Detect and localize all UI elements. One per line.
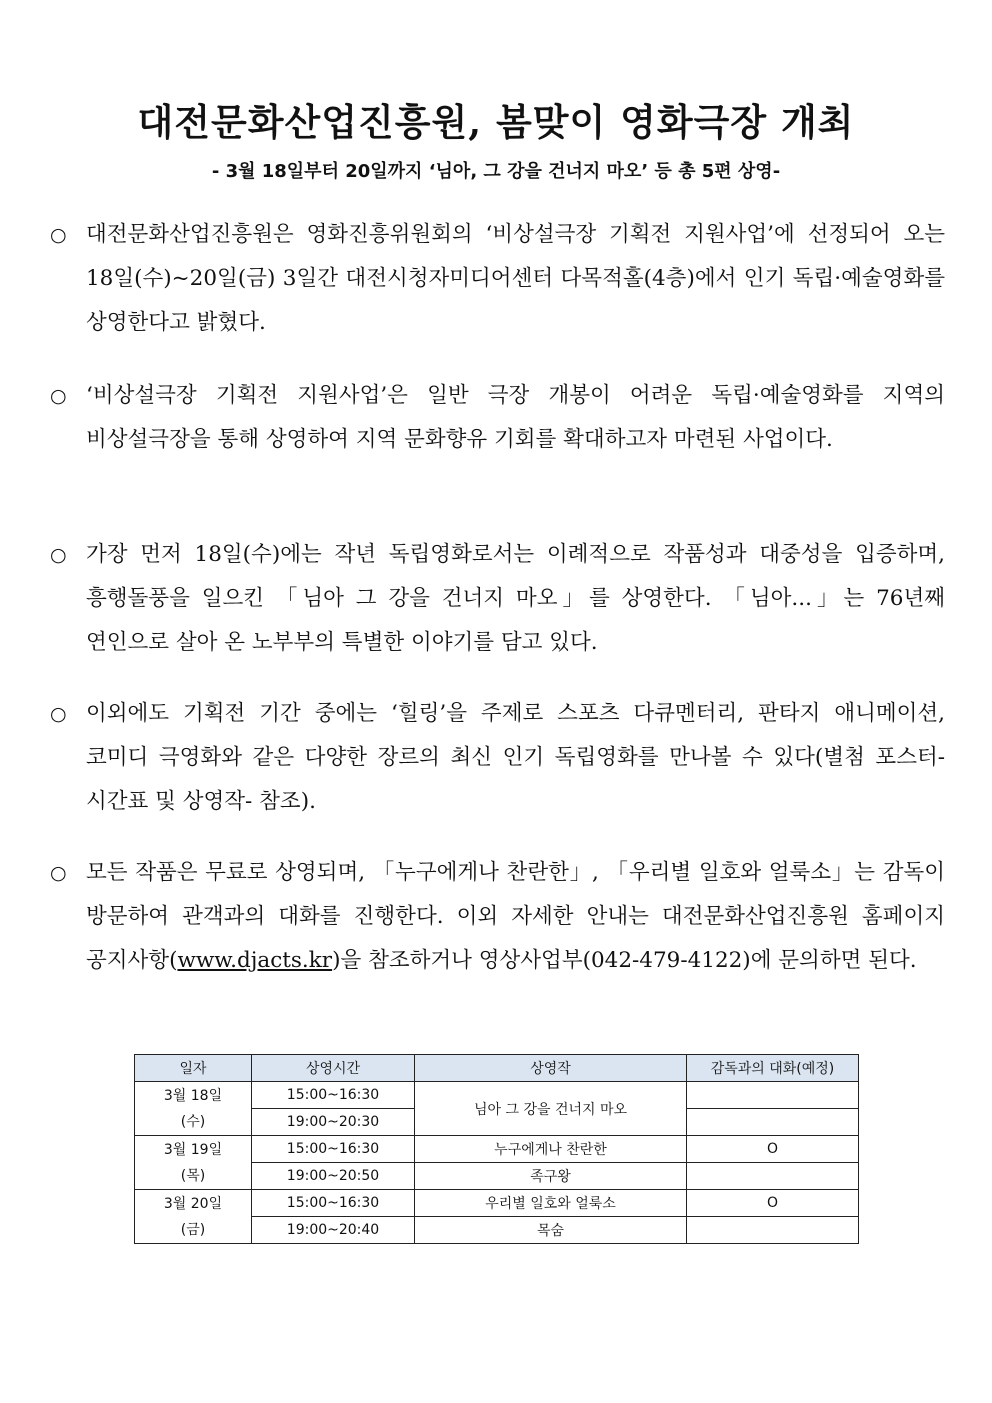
talk-cell	[687, 1109, 859, 1136]
talk-cell	[687, 1082, 859, 1109]
paragraph-text: 가장 먼저 18일(수)에는 작년 독립영화로서는 이례적으로 작품성과 대중성을 입증하며, 흥행돌풍을 일으킨 「님아 그 강을 건너지 마오」를 상영한다. 「님아...」는 76년째 연인으로 살아 온 노부부의 특별한 이야기를 담고 있다.	[86, 542, 945, 655]
page-title: 대전문화산업진흥원, 봄맞이 영화극장 개최	[137, 100, 855, 144]
paragraph-text	[86, 851, 945, 983]
table-row	[135, 1082, 859, 1109]
paragraph-3	[50, 533, 945, 665]
paragraph-text: ‘비상설극장 기획전 지원사업’은 일반 극장 개봉이 어려운 독립·예술영화를 지역의 비상설극장을 통해 상영하여 지역 문화향유 기회를 확대하고자 마련된 사업이다.	[86, 383, 945, 452]
film-cell: 우리별 일호와 얼룩소	[415, 1190, 687, 1217]
time-cell: 19:00~20:50	[252, 1163, 415, 1190]
date-text: 3월 18일	[163, 1087, 223, 1104]
film-cell: 족구왕	[415, 1163, 687, 1190]
date-text: 3월 19일	[163, 1141, 223, 1158]
film-cell: 님아 그 강을 건너지 마오	[415, 1082, 687, 1136]
page-subtitle: - 3월 18일부터 20일까지 ‘님아, 그 강을 건너지 마오’ 등 총 5편 상영-	[211, 161, 781, 182]
paragraph-4	[50, 692, 945, 824]
weekday-text: (목)	[180, 1167, 206, 1184]
time-cell: 15:00~16:30	[252, 1082, 415, 1109]
paragraph-5	[50, 851, 945, 983]
bullet-circle-icon: ○	[50, 544, 67, 566]
film-cell: 목숨	[415, 1217, 687, 1244]
date-cell	[135, 1082, 252, 1136]
table-row	[135, 1136, 859, 1163]
screening-schedule-table	[134, 1054, 859, 1244]
date-text: 3월 20일	[163, 1195, 223, 1212]
paragraph-1	[50, 213, 945, 345]
header-director-talk: 감독과의 대화(예정)	[687, 1055, 859, 1082]
paragraph-text-before: 모든 작품은 무료로 상영되며, 「누구에게나 찬란한」, 「우리별 일호와 얼룩소」는 감독이 방문하여 관객과의 대화를 진행한다. 이외 자세한 안내는 대전문화산업진흥원 홈페이지 공지사항(	[86, 860, 945, 973]
bullet-circle-icon: ○	[50, 703, 67, 725]
paragraph-text-after: )을 참조하거나 영상사업부(042-479-4122)에 문의하면 된다.	[332, 948, 917, 973]
paragraph-2	[50, 374, 945, 462]
talk-cell	[687, 1163, 859, 1190]
bullet-circle-icon: ○	[50, 385, 67, 407]
paragraph-text: 대전문화산업진흥원은 영화진흥위원회의 ‘비상설극장 기획전 지원사업’에 선정되어 오는 18일(수)~20일(금) 3일간 대전시청자미디어센터 다목적홀(4층)에서 인기 독립·예술영화를 상영한다고 밝혔다.	[86, 222, 945, 335]
homepage-link[interactable]: www.djacts.kr	[177, 948, 333, 973]
time-cell: 19:00~20:40	[252, 1217, 415, 1244]
date-cell	[135, 1136, 252, 1190]
weekday-text: (금)	[180, 1221, 206, 1238]
table-header-row	[135, 1055, 859, 1082]
time-cell: 15:00~16:30	[252, 1190, 415, 1217]
talk-cell	[687, 1217, 859, 1244]
weekday-text: (수)	[180, 1113, 206, 1130]
talk-cell: O	[687, 1190, 859, 1217]
film-cell: 누구에게나 찬란한	[415, 1136, 687, 1163]
header-film: 상영작	[415, 1055, 687, 1082]
table-row	[135, 1190, 859, 1217]
paragraph-text: 이외에도 기획전 기간 중에는 ‘힐링’을 주제로 스포츠 다큐멘터리, 판타지 애니메이션, 코미디 극영화와 같은 다양한 장르의 최신 인기 독립영화를 만나볼 수 있다(별첨 포스터-시간표 및 상영작- 참조).	[86, 701, 945, 814]
header-date: 일자	[135, 1055, 252, 1082]
time-cell: 15:00~16:30	[252, 1136, 415, 1163]
bullet-circle-icon: ○	[50, 862, 67, 884]
time-cell: 19:00~20:30	[252, 1109, 415, 1136]
bullet-circle-icon: ○	[50, 224, 67, 246]
talk-cell: O	[687, 1136, 859, 1163]
date-cell	[135, 1190, 252, 1244]
header-time: 상영시간	[252, 1055, 415, 1082]
